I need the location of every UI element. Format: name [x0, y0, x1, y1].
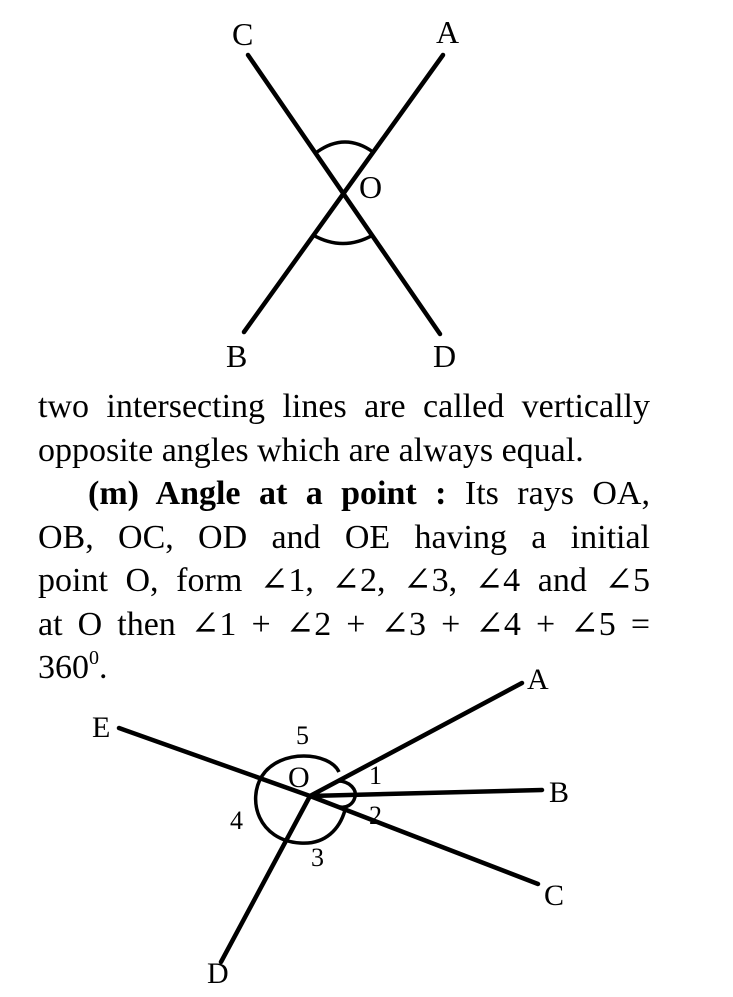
- label-d: D: [433, 338, 457, 374]
- upper-angle-arc: [317, 142, 373, 152]
- vertical-angles-figure: [0, 0, 733, 380]
- label-b: B: [549, 776, 570, 809]
- ray-ob: [310, 790, 542, 796]
- text-line-4: OB, OC, OD and OE having a initial: [38, 518, 650, 556]
- label-o: O: [288, 761, 310, 794]
- section-heading-rest: Its rays OA,: [446, 475, 650, 512]
- text-line-6: at O then ∠1 + ∠2 + ∠3 + ∠4 + ∠5 =: [38, 605, 650, 643]
- angle-label-1: 1: [369, 761, 382, 790]
- label-a: A: [436, 14, 460, 50]
- label-e: E: [92, 711, 111, 744]
- label-c: C: [232, 16, 254, 52]
- angle-label-5: 5: [296, 721, 309, 750]
- text-line-1: two intersecting lines are called vertically: [38, 388, 650, 425]
- label-a: A: [527, 663, 549, 696]
- sentence-end: .: [99, 649, 108, 686]
- body-text: [38, 385, 650, 690]
- section-heading: (m) Angle at a point :: [88, 475, 447, 512]
- angle-label-2: 2: [369, 801, 382, 830]
- text-line-5: point O, form ∠1, ∠2, ∠3, ∠4 and ∠5: [38, 562, 650, 599]
- label-o: O: [359, 169, 383, 205]
- lower-angle-arc: [313, 235, 373, 244]
- angle-label-3: 3: [311, 843, 324, 872]
- line-a-b: [244, 55, 443, 332]
- ray-oc: [310, 796, 538, 884]
- angle-label-4: 4: [230, 806, 243, 835]
- angles-at-point-figure: [0, 660, 733, 997]
- text-line-3: [38, 472, 650, 516]
- label-c: C: [544, 879, 565, 912]
- text-line-2: opposite angles which are always equal.: [38, 431, 584, 469]
- ray-oa: [310, 683, 522, 796]
- label-b: B: [226, 338, 248, 374]
- angle-sum-value: 360: [38, 649, 89, 686]
- degree-superscript: 0: [89, 647, 99, 669]
- label-d: D: [207, 957, 229, 990]
